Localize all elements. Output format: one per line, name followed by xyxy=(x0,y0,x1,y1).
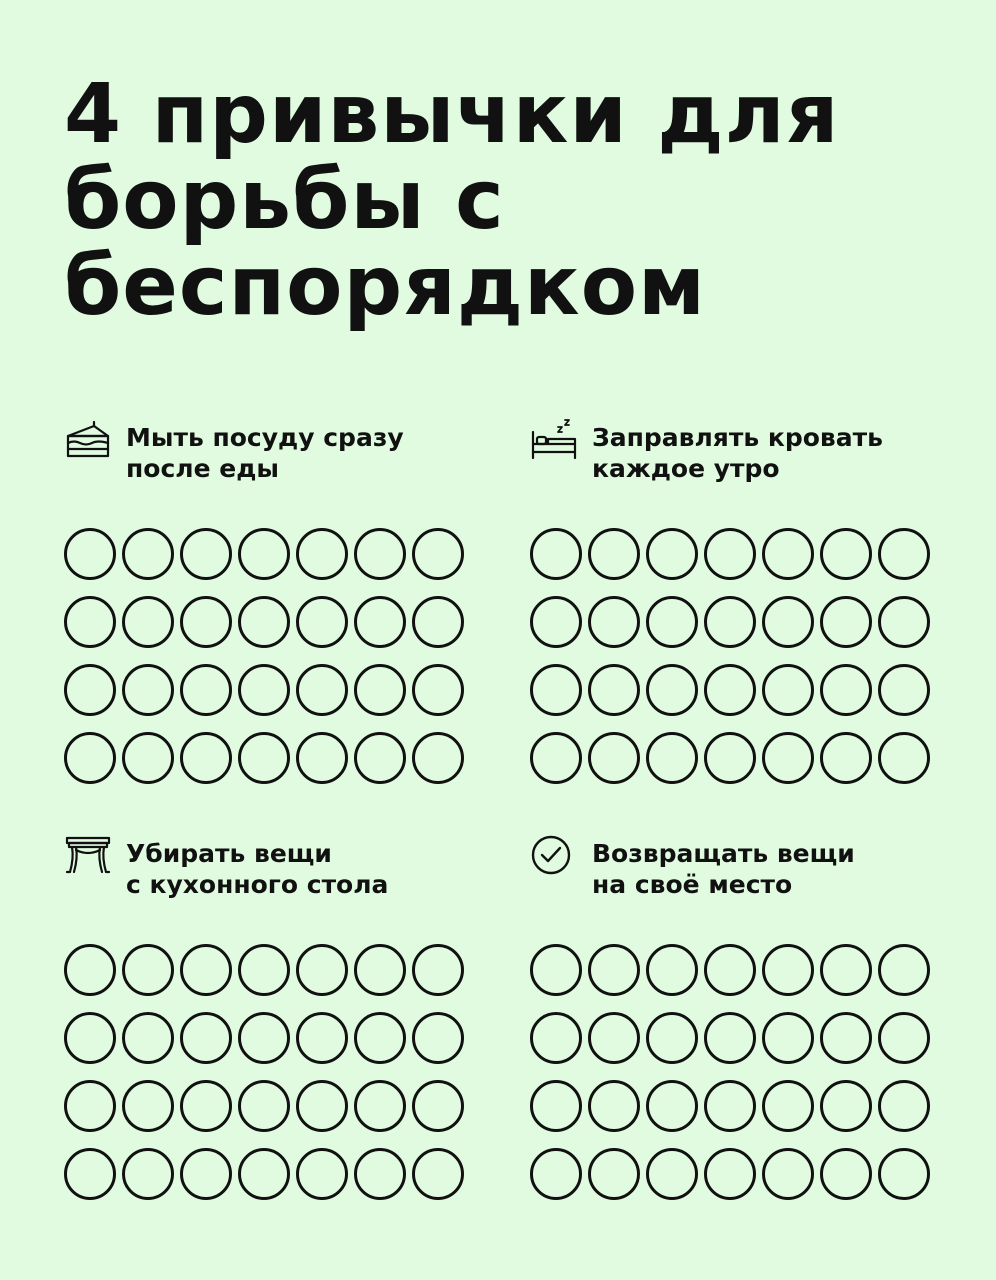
day-checkbox-circle[interactable] xyxy=(296,944,348,996)
page-title xyxy=(64,67,944,334)
checkmark-circle-icon xyxy=(530,834,578,882)
day-checkbox-circle[interactable] xyxy=(238,528,290,580)
day-checkbox-circle[interactable] xyxy=(588,596,640,648)
day-checkbox-circle[interactable] xyxy=(646,1012,698,1064)
day-checkbox-circle[interactable] xyxy=(646,596,698,648)
day-checkbox-circle[interactable] xyxy=(704,664,756,716)
day-checkbox-circle[interactable] xyxy=(704,1012,756,1064)
habit-label-line-1: Убирать вещи xyxy=(126,839,332,868)
day-checkbox-circle[interactable] xyxy=(122,664,174,716)
day-checkbox-circle[interactable] xyxy=(412,1148,464,1200)
title-line-3: беспорядком xyxy=(64,239,707,334)
day-checkbox-circle[interactable] xyxy=(122,596,174,648)
day-checkbox-circle[interactable] xyxy=(646,1148,698,1200)
day-checkbox-circle[interactable] xyxy=(762,596,814,648)
bed-icon xyxy=(530,418,578,466)
day-checkbox-circle[interactable] xyxy=(820,596,872,648)
table-icon xyxy=(64,834,112,882)
day-checkbox-circle[interactable] xyxy=(180,1148,232,1200)
day-checkbox-circle[interactable] xyxy=(704,944,756,996)
day-checkbox-circle[interactable] xyxy=(530,944,582,996)
day-checkbox-circle[interactable] xyxy=(762,944,814,996)
day-checkbox-circle[interactable] xyxy=(646,1080,698,1132)
day-checkbox-circle[interactable] xyxy=(354,1012,406,1064)
day-checkbox-circle[interactable] xyxy=(704,596,756,648)
day-checkbox-circle[interactable] xyxy=(588,732,640,784)
day-checkbox-circle[interactable] xyxy=(820,1148,872,1200)
day-checkbox-circle[interactable] xyxy=(530,596,582,648)
day-checkbox-circle[interactable] xyxy=(412,732,464,784)
day-checkbox-circle[interactable] xyxy=(704,732,756,784)
day-checkbox-circle[interactable] xyxy=(878,1080,930,1132)
day-checkbox-circle[interactable] xyxy=(296,528,348,580)
day-checkbox-circle[interactable] xyxy=(354,1080,406,1132)
day-checkbox-circle[interactable] xyxy=(180,1080,232,1132)
day-checkbox-circle[interactable] xyxy=(588,1148,640,1200)
habit-dishes xyxy=(64,418,484,784)
day-checkbox-circle[interactable] xyxy=(588,664,640,716)
day-checkbox-circle[interactable] xyxy=(122,1148,174,1200)
day-checkbox-circle[interactable] xyxy=(122,528,174,580)
day-checkbox-circle[interactable] xyxy=(296,664,348,716)
day-checkbox-circle[interactable] xyxy=(530,528,582,580)
day-checkbox-circle[interactable] xyxy=(238,1080,290,1132)
day-checkbox-circle[interactable] xyxy=(820,664,872,716)
day-checkbox-circle[interactable] xyxy=(878,664,930,716)
day-checkbox-circle[interactable] xyxy=(296,596,348,648)
day-checkbox-circle[interactable] xyxy=(820,1012,872,1064)
day-checkbox-circle[interactable] xyxy=(412,664,464,716)
day-checkbox-circle[interactable] xyxy=(180,664,232,716)
day-checkbox-circle[interactable] xyxy=(762,1148,814,1200)
habit-label-line-2: после еды xyxy=(126,454,279,483)
day-checkbox-circle[interactable] xyxy=(64,1080,116,1132)
day-checkbox-circle[interactable] xyxy=(762,664,814,716)
day-checkbox-circle[interactable] xyxy=(820,944,872,996)
title-line-2: борьбы с xyxy=(64,153,505,248)
day-checkbox-circle[interactable] xyxy=(762,1080,814,1132)
day-checkbox-circle[interactable] xyxy=(238,596,290,648)
day-checkbox-circle[interactable] xyxy=(180,596,232,648)
day-checkbox-circle[interactable] xyxy=(878,528,930,580)
day-checkbox-circle[interactable] xyxy=(64,664,116,716)
day-checkbox-circle[interactable] xyxy=(354,596,406,648)
habit-label-line-2: с кухонного стола xyxy=(126,870,389,899)
habit-header xyxy=(64,418,484,528)
day-checkbox-circle[interactable] xyxy=(412,528,464,580)
day-checkbox-circle[interactable] xyxy=(64,1012,116,1064)
day-checkbox-circle[interactable] xyxy=(180,1012,232,1064)
cake-icon xyxy=(64,418,112,466)
habit-label-line-2: каждое утро xyxy=(592,454,780,483)
day-checkbox-circle[interactable] xyxy=(704,528,756,580)
day-checkbox-circle[interactable] xyxy=(238,1148,290,1200)
day-checkbox-circle[interactable] xyxy=(530,1012,582,1064)
day-checkbox-circle[interactable] xyxy=(878,944,930,996)
day-checkbox-circle[interactable] xyxy=(820,528,872,580)
day-checkbox-circle[interactable] xyxy=(296,732,348,784)
day-checkbox-circle[interactable] xyxy=(296,1080,348,1132)
day-checkbox-circle[interactable] xyxy=(646,732,698,784)
habit-label-line-2: на своё место xyxy=(592,870,793,899)
habit-return-things xyxy=(530,834,950,1200)
day-checkbox-circle[interactable] xyxy=(878,596,930,648)
day-checkbox-circle[interactable] xyxy=(762,732,814,784)
habit-bed xyxy=(530,418,950,784)
day-checkbox-circle[interactable] xyxy=(296,1148,348,1200)
day-checkbox-circle[interactable] xyxy=(412,1012,464,1064)
day-checkbox-circle[interactable] xyxy=(296,1012,348,1064)
day-checkbox-circle[interactable] xyxy=(64,944,116,996)
day-checkbox-circle[interactable] xyxy=(180,944,232,996)
day-checkbox-circle[interactable] xyxy=(238,944,290,996)
day-checkbox-circle[interactable] xyxy=(646,664,698,716)
day-checkbox-circle[interactable] xyxy=(64,732,116,784)
day-checkbox-circle[interactable] xyxy=(588,528,640,580)
day-checkbox-circle[interactable] xyxy=(762,528,814,580)
day-checkbox-circle[interactable] xyxy=(530,664,582,716)
habit-label-line-1: Заправлять кровать xyxy=(592,423,883,452)
day-checkbox-circle[interactable] xyxy=(530,732,582,784)
day-checkbox-circle[interactable] xyxy=(588,1080,640,1132)
tracker-grid xyxy=(530,944,950,1200)
day-checkbox-circle[interactable] xyxy=(530,1148,582,1200)
habit-header xyxy=(530,418,950,528)
habit-table xyxy=(64,834,484,1200)
tracker-grid xyxy=(530,528,950,784)
day-checkbox-circle[interactable] xyxy=(354,1148,406,1200)
day-checkbox-circle[interactable] xyxy=(122,944,174,996)
habit-label-line-1: Возвращать вещи xyxy=(592,839,855,868)
day-checkbox-circle[interactable] xyxy=(412,1080,464,1132)
day-checkbox-circle[interactable] xyxy=(354,944,406,996)
day-checkbox-circle[interactable] xyxy=(646,528,698,580)
day-checkbox-circle[interactable] xyxy=(704,1080,756,1132)
day-checkbox-circle[interactable] xyxy=(238,732,290,784)
habit-header xyxy=(64,834,484,944)
tracker-grid xyxy=(64,944,484,1200)
day-checkbox-circle[interactable] xyxy=(122,1080,174,1132)
day-checkbox-circle[interactable] xyxy=(646,944,698,996)
day-checkbox-circle[interactable] xyxy=(820,732,872,784)
day-checkbox-circle[interactable] xyxy=(588,1012,640,1064)
day-checkbox-circle[interactable] xyxy=(238,664,290,716)
day-checkbox-circle[interactable] xyxy=(64,1148,116,1200)
day-checkbox-circle[interactable] xyxy=(180,732,232,784)
day-checkbox-circle[interactable] xyxy=(412,944,464,996)
day-checkbox-circle[interactable] xyxy=(180,528,232,580)
day-checkbox-circle[interactable] xyxy=(238,1012,290,1064)
day-checkbox-circle[interactable] xyxy=(354,732,406,784)
day-checkbox-circle[interactable] xyxy=(122,732,174,784)
title-line-1: 4 привычки для xyxy=(64,67,840,162)
day-checkbox-circle[interactable] xyxy=(412,596,464,648)
tracker-grid xyxy=(64,528,484,784)
day-checkbox-circle[interactable] xyxy=(64,596,116,648)
habit-label xyxy=(126,422,404,484)
day-checkbox-circle[interactable] xyxy=(878,1148,930,1200)
day-checkbox-circle[interactable] xyxy=(354,664,406,716)
day-checkbox-circle[interactable] xyxy=(588,944,640,996)
day-checkbox-circle[interactable] xyxy=(530,1080,582,1132)
day-checkbox-circle[interactable] xyxy=(878,1012,930,1064)
habit-header xyxy=(530,834,950,944)
day-checkbox-circle[interactable] xyxy=(122,1012,174,1064)
day-checkbox-circle[interactable] xyxy=(64,528,116,580)
day-checkbox-circle[interactable] xyxy=(704,1148,756,1200)
habit-label xyxy=(126,838,388,900)
day-checkbox-circle[interactable] xyxy=(878,732,930,784)
habit-label-line-1: Мыть посуду сразу xyxy=(126,423,404,452)
day-checkbox-circle[interactable] xyxy=(762,1012,814,1064)
habit-label xyxy=(592,422,883,484)
habit-label xyxy=(592,838,855,900)
day-checkbox-circle[interactable] xyxy=(354,528,406,580)
day-checkbox-circle[interactable] xyxy=(820,1080,872,1132)
